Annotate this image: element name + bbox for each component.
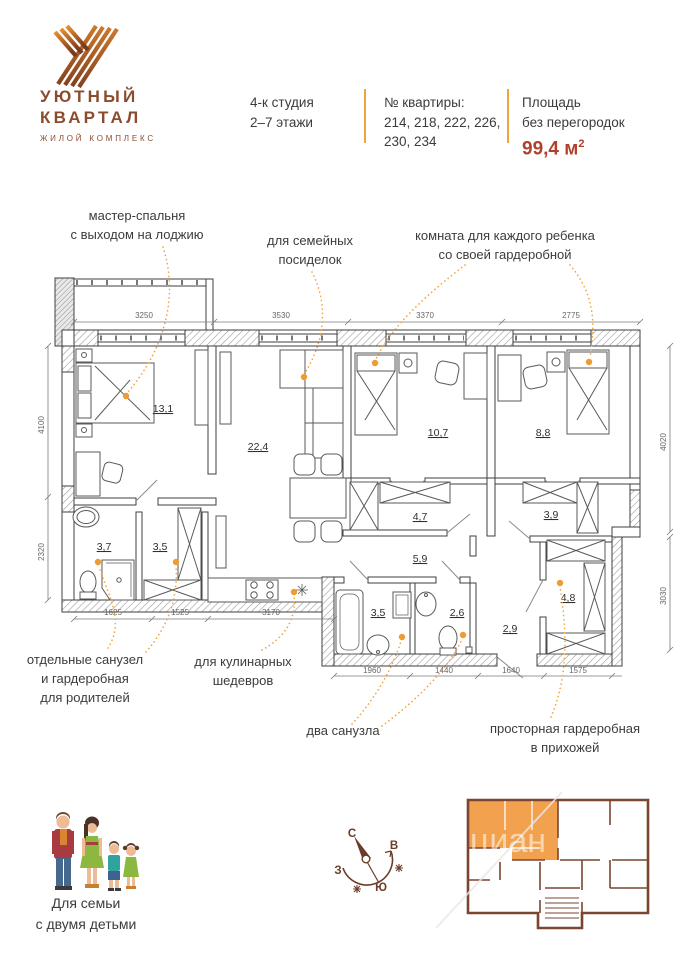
nightstand [399,353,417,373]
note-line: для родителей [40,690,130,705]
bathroom-parents-fixtures [73,507,134,600]
room-label-hall: 2,9 [502,623,518,635]
sofa [280,350,343,458]
dim-inner-2: 1525 [171,608,189,617]
note-line: шедевров [212,673,274,688]
logo-mark-icon [55,26,117,87]
note-line: для семейных [266,233,354,248]
dim-bottom-2: 1440 [435,666,453,675]
room-label-child2: 8,8 [535,427,551,439]
dim-inner-3: 3170 [262,608,280,617]
nightstand [76,349,92,362]
note-parents-bathroom [27,650,143,707]
chair [321,454,342,475]
note-family-space [267,231,353,269]
dim-left-2: 2320 [37,543,46,561]
chair [294,521,315,542]
spec-apartments [384,93,500,152]
dim-right-2: 3030 [659,587,668,605]
dim-inner-1: 1625 [104,608,122,617]
dim-top-1: 3250 [135,311,153,320]
spec-apt-line1: 214, 218, 222, 226, [384,114,501,130]
desk [76,452,100,496]
room-label-bathroom: 3,5 [370,607,386,619]
note-line: посиделок [278,252,342,267]
spec-type-line2: 2–7 этажи [250,114,313,130]
room-label-child1: 10,7 [427,427,449,439]
bathroom-fixtures [336,590,472,655]
chair [294,454,315,475]
spec-apt-line2: 230, 234 [384,134,437,149]
wardrobe-boxes [144,482,605,654]
dim-right-1: 4020 [659,433,668,451]
family-illustration [52,812,139,891]
dim-top-2: 3530 [272,311,290,320]
nightstand [547,352,565,372]
desk [464,353,487,399]
dim-bottom-1: 1960 [363,666,381,675]
note-line: в прихожей [530,740,600,755]
chair [434,360,460,386]
dim-bottom-3: 1640 [502,666,520,675]
note-line: просторная гардеробная [489,721,641,736]
note-kids-rooms [415,226,595,264]
master-bed [76,363,154,423]
note-line: со своей гардеробной [438,247,572,262]
bar-unit [216,516,226,568]
area-value-number: 99,4 м [522,138,579,160]
desk [498,355,521,401]
dining-table [290,478,346,518]
note-line: для кулинарных [194,654,292,669]
room-label-living: 22,4 [247,441,269,453]
note-two-bathrooms [306,721,379,740]
logo-title-line1: УЮТНЫЙ [40,87,139,106]
note-line: отдельные санузел [26,652,144,667]
room-label-ward-hall: 4,8 [560,592,576,604]
compass-north: С [347,828,357,840]
note-hall-wardrobe [490,719,640,757]
dim-top-3: 3370 [416,311,434,320]
spec-area-label2: без перегородок [522,114,625,130]
room-label-corridor: 5,9 [412,553,428,565]
note-line: два санузла [306,723,380,738]
logo-title-line2: КВАРТАЛ [40,108,142,127]
family-caption [36,893,137,935]
area-value-sup: 2 [578,138,585,150]
spec-apt-label: № квартиры: [384,95,465,110]
room-label-master: 13,1 [152,403,174,415]
chair [321,521,342,542]
caption-line: Для семьи [51,895,121,911]
room-label-wc: 2,6 [449,607,465,619]
nightstand [76,424,92,437]
note-line: с выходом на лоджию [70,227,204,242]
caption-line: с двумя детьми [35,916,137,932]
dim-bottom-4: 1575 [569,666,587,675]
logo-subtitle: ЖИЛОЙ КОМПЛЕКС [40,134,156,143]
chair [522,364,548,390]
logo-block [40,86,156,143]
compass-south: Ю [375,882,387,894]
spec-area-label1: Площадь [522,95,581,110]
spec-area [522,93,625,159]
room-label-ward-parents: 3,5 [152,541,168,553]
spec-type [250,93,314,132]
compass-west: З [334,865,342,877]
room-label-bath-parents: 3,7 [96,541,112,553]
note-line: мастер-спальня [88,208,186,223]
compass-east: В [389,840,399,852]
header-divider [364,89,366,143]
spec-type-line1: 4-к студия [250,95,314,110]
stairs-icon [545,898,579,918]
tv-unit [220,352,231,424]
room-label-ward-child2: 3,9 [543,509,559,521]
note-master-bedroom [70,206,203,244]
wardrobe-unit [195,350,208,425]
chair [101,461,124,484]
dim-top-4: 2775 [562,311,580,320]
area-value [522,135,625,159]
kitchen-counter [208,578,322,602]
note-line: и гардеробная [41,671,129,686]
note-kitchen [194,652,291,690]
dim-left-1: 4100 [37,416,46,434]
watermark-text: циан [469,822,547,860]
header-divider [507,89,509,143]
note-line: комната для каждого ребенка [415,228,595,243]
room-label-ward-child1: 4,7 [412,511,428,523]
